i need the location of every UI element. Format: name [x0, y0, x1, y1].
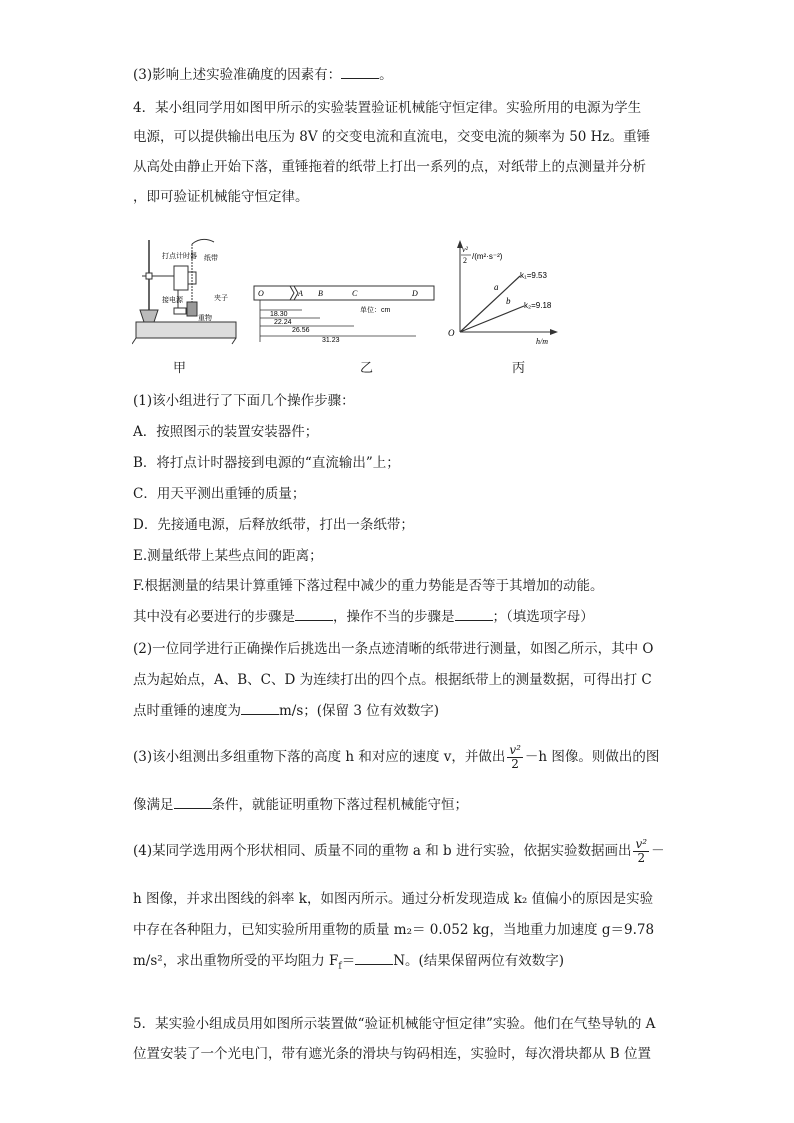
point-d: D: [412, 289, 418, 298]
caption-yi: 乙: [360, 361, 374, 376]
q4-4-line-3: 中存在各种阻力，已知实验所用重物的质量 m₂＝ 0.052 kg，当地重力加速度 g＝9.78: [133, 922, 655, 938]
q4-4-line-2: h 图像，并求出图线的斜率 k，如图丙所示。通过分析发现造成 k₂ 值偏小的原因是实验: [133, 891, 654, 907]
q4-4-l4-post: N。(结果保留两位有效数字): [393, 953, 565, 969]
ask-post: ；（填选项字母）: [492, 609, 594, 625]
origin-label: O: [448, 328, 455, 338]
ylabel-den: 2: [463, 256, 467, 265]
unit-label: 单位：cm: [360, 307, 391, 314]
dim-oc: 26.56: [292, 327, 310, 334]
q4-intro-line-2: 电源，可以提供输出电压为 8V 的交变电流和直流电，交变电流的频率为 50 Hz。重锤: [133, 129, 651, 145]
ylabel-num: v²: [462, 245, 468, 254]
dim-ob: 22.24: [274, 319, 292, 326]
q3-text: (3)影响上述实验准确度的因素有：: [133, 67, 342, 83]
label-timer: 打点计时器: [162, 253, 197, 260]
line-a-label: a: [494, 282, 499, 292]
figure-yi: [252, 280, 438, 346]
q4-1-ask: [133, 608, 594, 626]
step-b: B．将打点计时器接到电源的“直流输出”上；: [133, 455, 400, 471]
q4-2-post: m/s；(保留 3 位有效数字): [279, 703, 439, 719]
q4-3-line-1: [133, 744, 659, 771]
label-power: 接电源: [162, 297, 183, 304]
q4-intro-line-3: 从高处由静止开始下落，重锤拖着的纸带上打出一系列的点，对纸带上的点测量并分析: [133, 159, 646, 175]
frac-num: v²: [509, 743, 521, 757]
frac-den: 2: [637, 851, 646, 865]
answer-blank: [341, 66, 379, 79]
q4-3-line-2: [133, 796, 468, 814]
label-clip: 夹子: [214, 295, 228, 302]
q4-1-title: (1)该小组进行了下面几个操作步骤：: [133, 393, 355, 409]
k1-label: k₁=9.53: [520, 271, 547, 280]
q5-line-2: 位置安装了一个光电门，带有遮光条的滑块与钩码相连，实验时，每次滑块都从 B 位置: [133, 1046, 652, 1062]
step-e: E.测量纸带上某些点间的距离；: [133, 548, 323, 564]
answer-blank: [355, 952, 393, 965]
point-a: A: [298, 289, 303, 298]
answer-blank: [295, 608, 333, 621]
frac-num: v²: [635, 837, 648, 851]
q4-4-line-1: [133, 838, 665, 865]
line-b-label: b: [506, 296, 511, 306]
q4-4-pre: (4)某同学选用两个形状相同、质量不同的重物 a 和 b 进行实验，依据实验数据画出: [133, 843, 632, 859]
xlabel: h/m: [536, 337, 548, 346]
q4-2-pre: 点时重锤的速度为: [133, 703, 241, 719]
step-a: A．按照图示的装置安装器件；: [133, 424, 319, 440]
q4-2-line-1: (2)一位同学进行正确操作后挑选出一条点迹清晰的纸带进行测量，如图乙所示，其中 O: [133, 641, 654, 657]
answer-blank: [241, 702, 279, 715]
q4-3-l2-post: 条件，就能证明重物下落过程机械能守恒；: [211, 797, 468, 813]
q4-4-post: －: [651, 843, 665, 859]
line-b: [460, 306, 524, 332]
q4-4-l4-pre: m/s²，求出重物所受的平均阻力 F: [133, 953, 339, 969]
subscript-f: f: [338, 961, 342, 972]
label-tape: 纸带: [204, 255, 218, 262]
ylabel-unit: /(m²·s⁻²): [472, 252, 503, 261]
q4-2-line-2: 点为起始点，A、B、C、D 为连续打出的四个点。根据纸带上的测量数据，可得出打 C: [133, 672, 652, 688]
q3-end: 。: [379, 67, 393, 83]
figure-jia: [132, 236, 244, 348]
caption-jia: 甲: [173, 361, 187, 376]
step-f: F.根据测量的结果计算重锤下落过程中减少的重力势能是否等于其增加的动能。: [133, 578, 604, 594]
q4-3-pre: (3)该小组测出多组重物下落的高度 h 和对应的速度 v，并做出: [133, 749, 506, 765]
fraction: [507, 744, 523, 771]
q3-factors-line: [133, 66, 393, 84]
q4-intro-line-4: ，即可验证机械能守恒定律。: [133, 189, 309, 205]
ask-mid: ，操作不当的步骤是: [333, 609, 455, 625]
answer-blank: [455, 608, 493, 621]
step-c: C．用天平测出重锤的质量；: [133, 486, 306, 502]
k2-label: k₂=9.18: [524, 301, 552, 310]
q4-4-line-4: [133, 952, 564, 976]
label-weight: 重物: [198, 315, 212, 322]
point-c: C: [352, 289, 358, 298]
frac-den: 2: [511, 757, 519, 771]
fraction: [633, 838, 649, 865]
figure-bing: [444, 236, 564, 348]
dim-od: 31.23: [322, 337, 340, 344]
point-b: B: [318, 289, 323, 298]
caption-bing: 丙: [512, 361, 526, 376]
ask-pre: 其中没有必要进行的步骤是: [133, 609, 295, 625]
dim-oa: 18.30: [270, 311, 288, 318]
q5-line-1: 5．某实验小组成员用如图所示装置做“验证机械能守恒定律”实验。他们在气垫导轨的 A: [133, 1016, 656, 1032]
point-o: O: [258, 289, 264, 298]
answer-blank: [174, 796, 212, 809]
line-a: [460, 276, 520, 332]
step-d: D．先接通电源，后释放纸带，打出一条纸带；: [133, 517, 414, 533]
q4-2-line-3: [133, 702, 439, 720]
equals: ＝: [341, 953, 356, 969]
q4-intro-line-1: 4．某小组同学用如图甲所示的实验装置验证机械能守恒定律。实验所用的电源为学生: [133, 100, 642, 116]
q4-3-post: －h 图像。则做出的图: [524, 749, 660, 765]
q4-3-l2-pre: 像满足: [133, 797, 174, 813]
